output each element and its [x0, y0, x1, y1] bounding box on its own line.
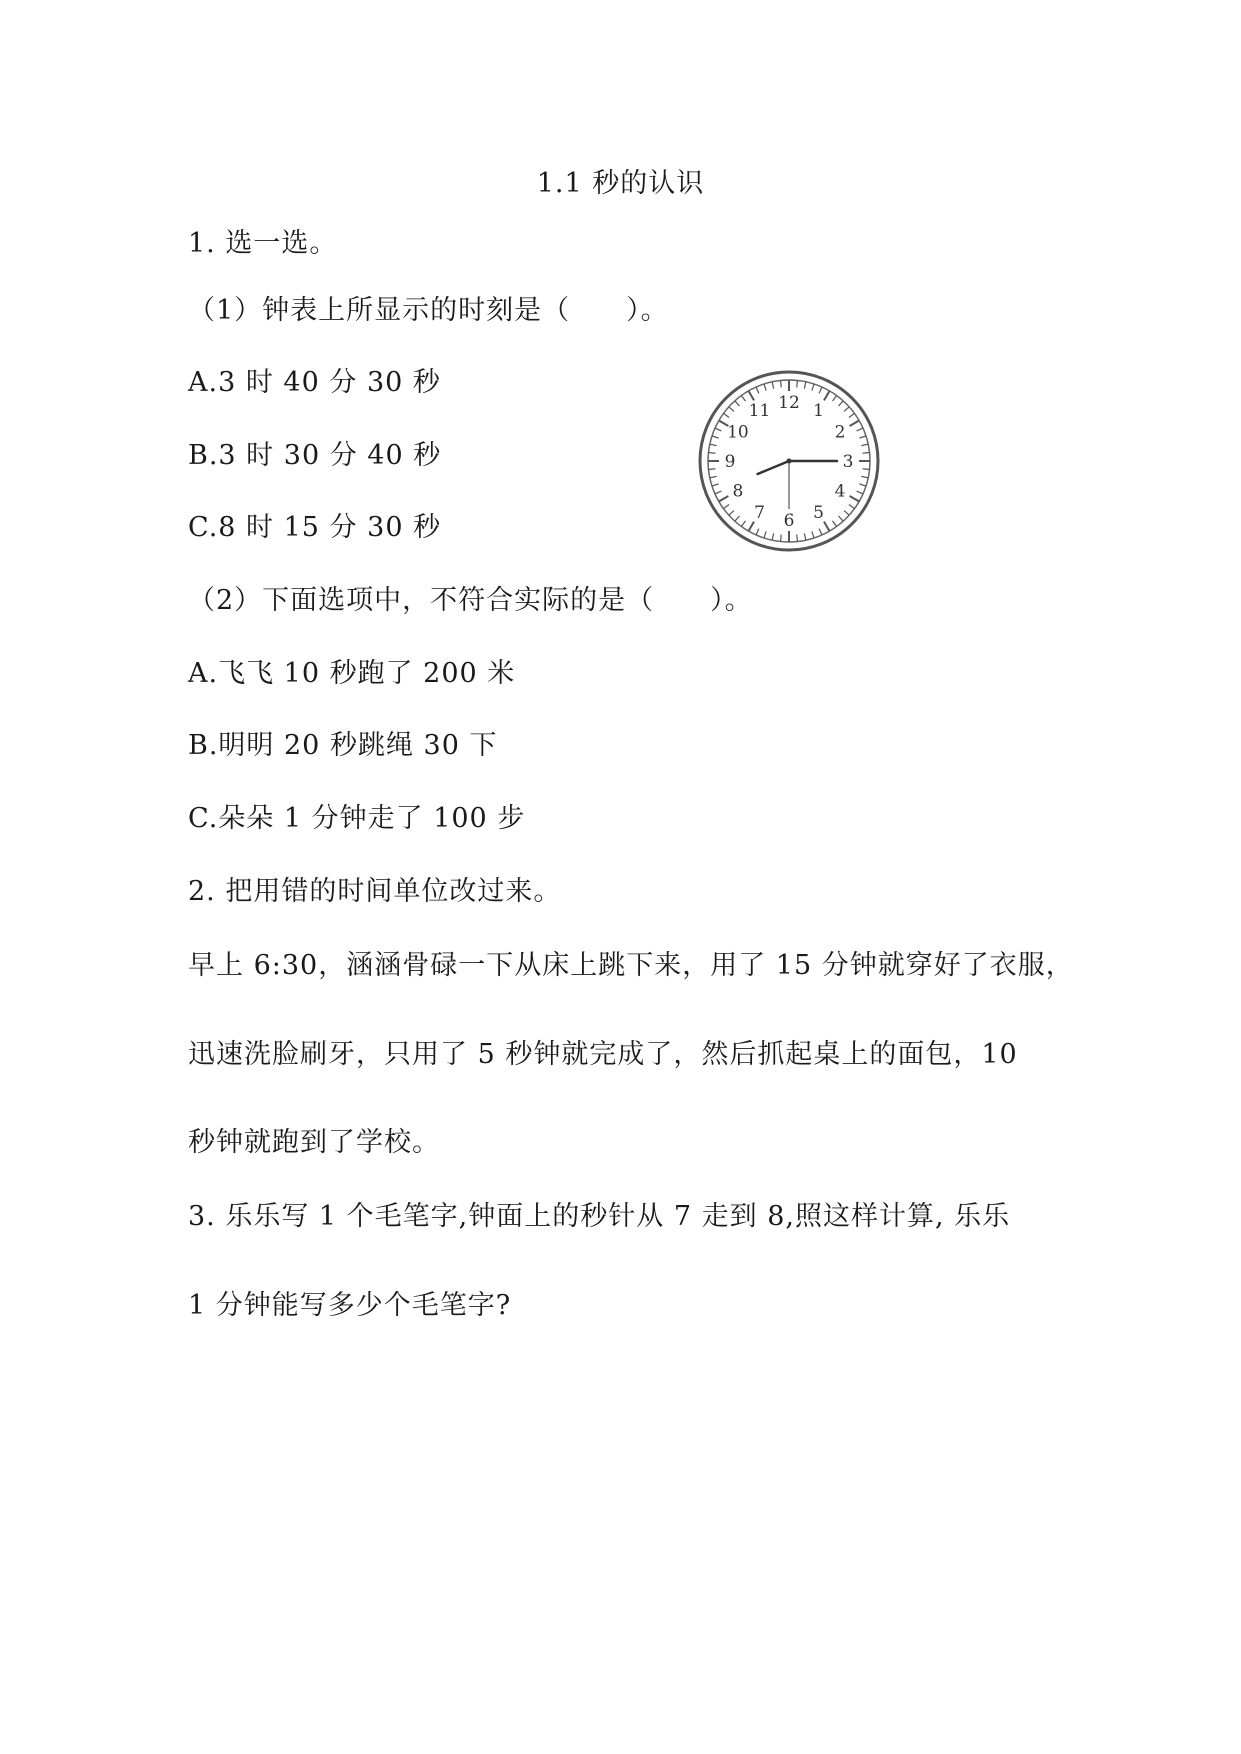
q2-heading: 2. 把用错的时间单位改过来。	[188, 876, 562, 907]
page-title: 1.1 秒的认识	[536, 168, 705, 199]
clock-number-1: 1	[813, 400, 824, 421]
q1-sub1-option-c: C.8 时 15 分 30 秒	[188, 512, 442, 543]
q3-text-line-2: 1 分钟能写多少个毛笔字?	[188, 1290, 512, 1321]
clock-minute-tick	[708, 469, 715, 470]
q1-sub2-option-b: B.明明 20 秒跳绳 30 下	[188, 730, 498, 761]
q1-sub1-option-b: B.3 时 30 分 40 秒	[188, 440, 442, 471]
q1-sub1-prompt: （1）钟表上所显示的时刻是（ ）。	[188, 295, 669, 326]
clock-minute-tick	[863, 453, 870, 454]
clock-minute-tick	[797, 380, 798, 387]
clock-number-9: 9	[724, 452, 736, 472]
clock-number-6: 6	[783, 511, 795, 531]
clock-number-3: 3	[842, 452, 854, 472]
clock-minute-tick	[863, 469, 870, 470]
clock-number-10: 10	[727, 422, 749, 443]
clock-number-12: 12	[778, 393, 800, 413]
q2-text-line-3: 秒钟就跑到了学校。	[188, 1127, 440, 1158]
clock-number-4: 4	[834, 481, 846, 502]
clock-number-8: 8	[732, 481, 744, 502]
clock-number-5: 5	[813, 503, 824, 524]
q1-sub2-option-c: C.朵朵 1 分钟走了 100 步	[188, 803, 526, 834]
q1-heading: 1. 选一选。	[188, 228, 338, 259]
clock-number-2: 2	[834, 422, 846, 443]
q1-sub2-prompt: （2）下面选项中，不符合实际的是（ ）。	[188, 585, 753, 616]
clock-minute-tick	[781, 535, 782, 542]
q1-sub1-option-a: A.3 时 40 分 30 秒	[188, 367, 441, 398]
clock-figure	[697, 369, 881, 553]
clock-minute-tick	[781, 380, 782, 387]
q1-sub2-option-a: A.飞飞 10 秒跑了 200 米	[188, 658, 516, 689]
clock-minute-tick	[797, 535, 798, 542]
q3-text-line-1: 3. 乐乐写 1 个毛笔字,钟面上的秒针从 7 走到 8,照这样计算, 乐乐	[188, 1201, 1011, 1232]
clock-center-pin	[787, 459, 792, 464]
clock-number-11: 11	[748, 400, 771, 421]
q2-text-line-2: 迅速洗脸刷牙，只用了 5 秒钟就完成了，然后抓起桌上的面包，10	[188, 1039, 1018, 1070]
clock-minute-tick	[708, 453, 715, 454]
q2-text-line-1: 早上 6:30，涵涵骨碌一下从床上跳下来，用了 15 分钟就穿好了衣服，	[188, 950, 1074, 981]
clock-number-7: 7	[754, 503, 765, 524]
